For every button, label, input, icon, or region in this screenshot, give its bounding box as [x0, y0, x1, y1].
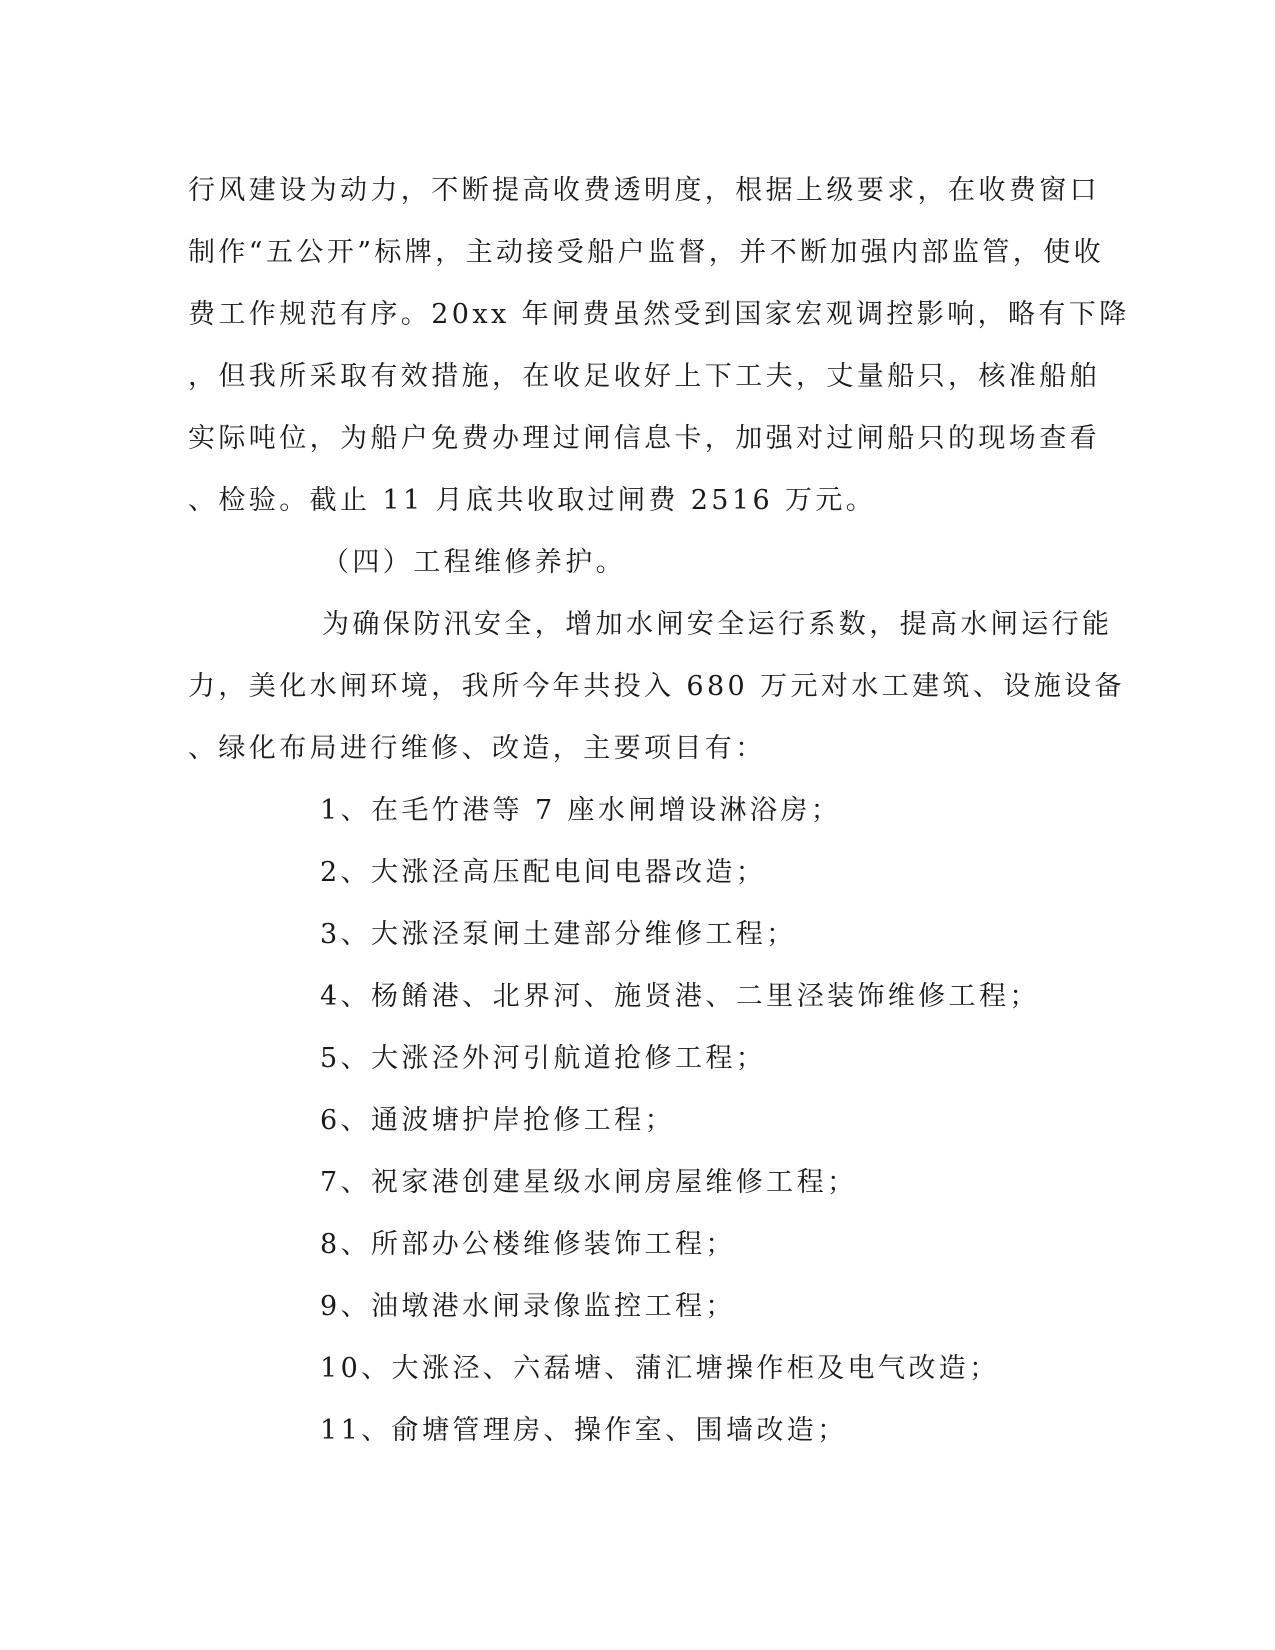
paragraph-line: 、绿化布局进行维修、改造，主要项目有：	[188, 733, 766, 764]
paragraph-line: 实际吨位，为船户免费办理过闸信息卡，加强对过闸船只的现场查看	[188, 423, 1100, 454]
list-item: 4、杨餚港、北界河、施贤港、二里泾装饰维修工程；	[320, 981, 1040, 1012]
list-item: 10、大涨泾、六磊塘、蒲汇塘操作柜及电气改造；	[320, 1353, 1000, 1384]
list-item: 11、俞塘管理房、操作室、围墙改造；	[320, 1415, 848, 1446]
list-item: 7、祝家港创建星级水闸房屋维修工程；	[320, 1167, 858, 1198]
list-item: 1、在毛竹港等 7 座水闸增设淋浴房；	[320, 795, 842, 826]
paragraph-line: 制作“五公开”标牌，主动接受船户监督，并不断加强内部监管，使收	[188, 237, 1105, 268]
list-item: 6、通波塘护岸抢修工程；	[320, 1105, 675, 1136]
list-item: 5、大涨泾外河引航道抢修工程；	[320, 1043, 767, 1074]
paragraph-line: ，但我所采取有效措施，在收足收好上下工夫，丈量船只，核准船舶	[188, 361, 1100, 392]
list-item: 2、大涨泾高压配电间电器改造；	[320, 857, 767, 888]
paragraph-line: 费工作规范有序。20xx 年闸费虽然受到国家宏观调控影响，略有下降	[188, 299, 1130, 330]
paragraph-line: 力，美化水闸环境，我所今年共投入 680 万元对水工建筑、设施设备	[188, 671, 1125, 702]
list-item: 8、所部办公楼维修装饰工程；	[320, 1229, 736, 1260]
list-item: 9、油墩港水闸录像监控工程；	[320, 1291, 736, 1322]
list-item: 3、大涨泾泵闸土建部分维修工程；	[320, 919, 797, 950]
section-heading: （四）工程维修养护。	[322, 547, 626, 578]
document-body	[188, 160, 1130, 1462]
paragraph-line: 行风建设为动力，不断提高收费透明度，根据上级要求，在收费窗口	[188, 175, 1100, 206]
paragraph-line: 、检验。截止 11 月底共收取过闸费 2516 万元。	[188, 485, 877, 516]
paragraph-line: 为确保防汛安全，增加水闸安全运行系数，提高水闸运行能	[322, 609, 1113, 640]
